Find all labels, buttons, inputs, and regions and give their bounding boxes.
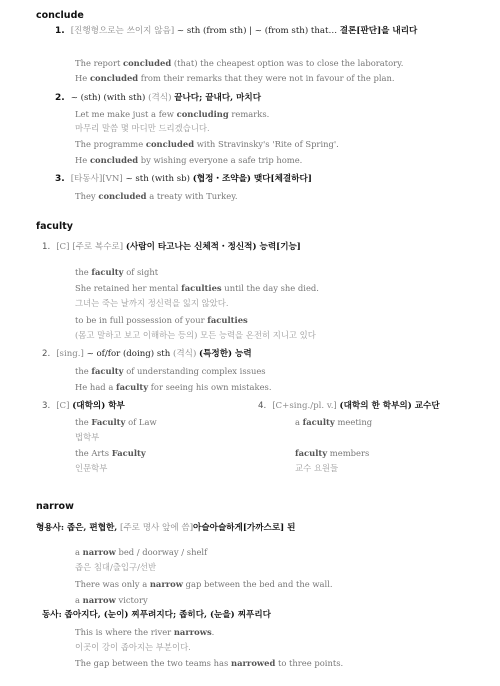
example: a faculty meeting bbox=[295, 417, 373, 427]
example: the faculty of sight bbox=[75, 267, 159, 277]
sense-number: 1. bbox=[55, 26, 65, 36]
sense-number: 4. bbox=[258, 401, 267, 411]
definition: (대학의 한 학부의) 교수단 bbox=[339, 401, 440, 411]
sense-number: 2. bbox=[55, 93, 65, 103]
conclude-sense-3 bbox=[55, 173, 312, 185]
part-of-speech-label: 동사: bbox=[42, 610, 62, 620]
grammar-note: (격식) bbox=[172, 349, 197, 359]
example: He concluded by wishing everyone a safe trip home. bbox=[75, 155, 303, 165]
example: The programme concluded with Stravinsky's 'Rite of Spring'. bbox=[75, 139, 339, 149]
example: He concluded from their remarks that they were not in favour of the plan. bbox=[75, 73, 395, 83]
example: There was only a narrow gap between the bed and the wall. bbox=[75, 579, 333, 589]
example: They concluded a treaty with Turkey. bbox=[75, 191, 238, 201]
definition: (특정한) 능력 bbox=[199, 349, 252, 359]
pattern: ~ sth (from sth) | ~ (from sth) that… bbox=[176, 26, 338, 36]
example-translation: 이곳이 강이 좁아지는 부분이다. bbox=[75, 642, 191, 652]
sense-number: 3. bbox=[55, 174, 65, 184]
example: The gap between the two teams has narrowed to three points. bbox=[75, 658, 344, 668]
example: He had a faculty for seeing his own mistakes. bbox=[75, 382, 272, 392]
grammar-note: [C+sing./pl. v.] bbox=[272, 401, 337, 411]
definition: 좁아지다, (눈이) 찌푸려지다; 좁히다, (눈을) 찌푸리다 bbox=[64, 610, 271, 620]
example: a narrow victory bbox=[75, 595, 148, 605]
grammar-note: (격식) bbox=[148, 93, 172, 103]
faculty-sense-4 bbox=[258, 400, 440, 412]
definition: 결론[판단]을 내리다 bbox=[339, 26, 418, 36]
grammar-note: [주로 명사 앞에 씀] bbox=[120, 523, 194, 533]
headword-narrow: narrow bbox=[36, 501, 74, 512]
example-translation: 마무리 말씀 몇 마디만 드리겠습니다. bbox=[75, 123, 210, 133]
example: the Faculty of Law bbox=[75, 417, 157, 427]
example-translation: 인문학부 bbox=[75, 463, 108, 473]
example-translation: 그녀는 죽는 날까지 정신력을 잃지 않았다. bbox=[75, 298, 229, 308]
faculty-sense-3 bbox=[42, 400, 125, 412]
definition: (사람이 타고나는 신체적・정신적) 능력[기능] bbox=[125, 242, 301, 252]
example: a narrow bed / doorway / shelf bbox=[75, 547, 208, 557]
example: She retained her mental faculties until the day she died. bbox=[75, 283, 319, 293]
faculty-sense-1 bbox=[42, 241, 301, 253]
definition: (대학의) 학부 bbox=[72, 401, 125, 411]
example: Let me make just a few concluding remarks. bbox=[75, 109, 270, 119]
conclude-sense-1 bbox=[55, 25, 417, 37]
sense-number: 2. bbox=[42, 349, 51, 359]
example-translation: 교수 요원들 bbox=[295, 463, 339, 473]
headword-faculty: faculty bbox=[36, 221, 73, 232]
example: This is where the river narrows. bbox=[75, 627, 215, 637]
headword-conclude: conclude bbox=[36, 10, 84, 21]
pattern: ~ of/for (doing) sth bbox=[86, 349, 171, 359]
example: The report concluded (that) the cheapest option was to close the laboratory. bbox=[75, 58, 404, 68]
grammar-note: [C] [주로 복수로] bbox=[56, 242, 124, 252]
pattern: ~ (sth) (with sth) bbox=[70, 93, 146, 103]
grammar-note: [타동사][VN] bbox=[70, 174, 123, 184]
pattern: ~ sth (with sb) bbox=[125, 174, 190, 184]
sense-number: 3. bbox=[42, 401, 51, 411]
narrow-adjective bbox=[36, 522, 296, 534]
example-translation: 법학부 bbox=[75, 432, 100, 442]
definition: 아슬아슬하게[가까스로] 된 bbox=[193, 523, 296, 533]
definition: (협정・조약을) 맺다[체결하다] bbox=[192, 174, 312, 184]
grammar-note: [sing.] bbox=[56, 349, 84, 359]
definition: 좁은, 편협한, bbox=[66, 523, 118, 533]
grammar-note: [C] bbox=[56, 401, 70, 411]
grammar-note: [진행형으로는 쓰이지 않음] bbox=[70, 26, 175, 36]
conclude-sense-2 bbox=[55, 92, 261, 104]
example-translation: 좁은 침대/출입구/선반 bbox=[75, 562, 157, 572]
example-translation: (몸고 말하고 보고 이해하는 등의) 모든 능력을 온전히 지니고 있다 bbox=[75, 330, 316, 340]
part-of-speech-label: 형용사: bbox=[36, 523, 65, 533]
faculty-sense-2 bbox=[42, 348, 252, 360]
example: the Arts Faculty bbox=[75, 448, 146, 458]
sense-number: 1. bbox=[42, 242, 51, 252]
definition: 끝나다; 끝내다, 마치다 bbox=[174, 93, 262, 103]
example: faculty members bbox=[295, 448, 370, 458]
example: to be in full possession of your faculties bbox=[75, 315, 248, 325]
example: the faculty of understanding complex issues bbox=[75, 366, 266, 376]
narrow-verb bbox=[42, 609, 271, 621]
